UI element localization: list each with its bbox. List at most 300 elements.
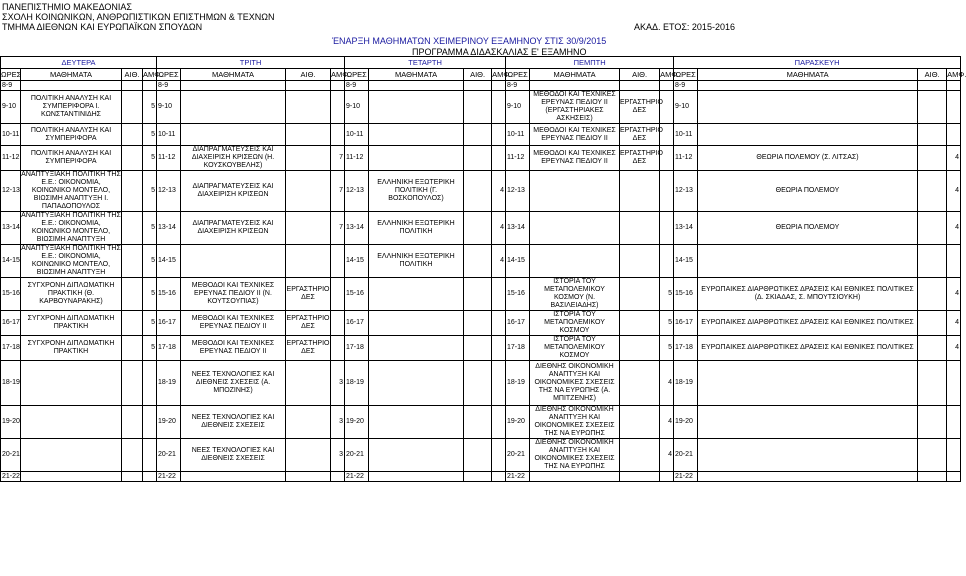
timetable-row (1, 124, 961, 146)
room-cell (918, 146, 947, 171)
amph-cell: 7 (331, 146, 345, 171)
room-cell (620, 361, 660, 406)
timetable-row (1, 472, 961, 482)
course-cell: ΑΝΑΠΤΥΞΙΑΚΗ ΠΟΛΙΤΙΚΗ ΤΗΣ Ε.Ε.: ΟΙΚΟΝΟΜΙΑ, ΚΟΙΝΩΝΙΚΟ ΜΟΝΤΕΛΟ, ΒΙΩΣΙΜΗ ΑΝΑΠΤΥΞΗ Ι. ΠΑΠΑΔΟΠΟΥΛΟΣ (21, 171, 121, 210)
amph-cell: 3 (331, 406, 345, 439)
course-cell: ΜΕΘΟΔΟΙ ΚΑΙ ΤΕΧΝΙΚΕΣ ΕΡΕΥΝΑΣ ΠΕΔΙΟΥ ΙΙ (181, 336, 286, 361)
course-cell: ΜΕΘΟΔΟΙ ΚΑΙ ΤΕΧΝΙΚΕΣ ΕΡΕΥΝΑΣ ΠΕΔΙΟΥ ΙΙ (530, 146, 620, 171)
hour-cell: 19-20 (157, 406, 181, 439)
col-header-hours: ΩΡΕΣ (507, 69, 528, 79)
col-header-hours: ΩΡΕΣ (158, 69, 179, 79)
day-header-thursday: ΠΕΜΠΤΗ (506, 57, 674, 69)
room-cell (122, 91, 143, 124)
course-cell: ΠΟΛΙΤΙΚΗ ΑΝΑΛΥΣΗ ΚΑΙ ΣΥΜΠΕΡΙΦΟΡΑ (21, 124, 122, 146)
course-cell: ΜΕΘΟΔΟΙ ΚΑΙ ΤΕΧΝΙΚΕΣ ΕΡΕΥΝΑΣ ΠΕΔΙΟΥ ΙΙ (Ν. ΚΟΥΤΣΟΥΠΙΑΣ) (181, 278, 286, 311)
room-cell (122, 361, 143, 406)
amph-cell: 5 (143, 146, 157, 171)
hour-cell: 9-10 (506, 91, 530, 124)
col-header-room: ΑΙΘ. (620, 69, 660, 81)
course-cell: ΜΕΘΟΔΟΙ ΚΑΙ ΤΕΧΝΙΚΕΣ ΕΡΕΥΝΑΣ ΠΕΔΙΟΥ ΙΙ (530, 124, 620, 146)
amph-cell (331, 472, 345, 482)
amph-cell (660, 81, 674, 91)
room-cell (464, 472, 492, 482)
hour-cell: 13-14 (345, 212, 369, 245)
room-cell (464, 171, 492, 212)
amph-cell: 5 (143, 91, 157, 124)
room-cell (286, 406, 331, 439)
amph-cell: 3 (331, 439, 345, 472)
hour-cell: 16-17 (1, 311, 21, 336)
amph-cell: 5 (143, 212, 157, 245)
course-cell (181, 472, 286, 482)
room-cell (918, 124, 947, 146)
course-cell (181, 124, 286, 146)
course-cell (369, 439, 464, 472)
hour-cell: 18-19 (157, 361, 181, 406)
room-cell (464, 212, 492, 245)
room-cell (286, 81, 331, 91)
amph-cell (143, 439, 157, 472)
course-cell: ΕΛΛΗΝΙΚΗ ΕΞΩΤΕΡΙΚΗ ΠΟΛΙΤΙΚΗ (Γ. ΒΟΣΚΟΠΟΥΛΟΣ) (369, 171, 464, 212)
course-cell: ΘΕΩΡΙΑ ΠΟΛΕΜΟΥ (698, 171, 918, 212)
hour-cell: 21-22 (157, 472, 181, 482)
course-cell (369, 124, 464, 146)
timetable-row (1, 212, 961, 245)
amph-cell (331, 81, 345, 91)
amph-cell: 4 (660, 406, 674, 439)
hour-cell: 16-17 (674, 311, 698, 336)
hour-cell: 14-15 (1, 245, 21, 278)
day-header-friday: ΠΑΡΑΣΚΕΥΗ (674, 57, 961, 69)
room-cell (464, 124, 492, 146)
col-header-amph: ΑΜΦ. (331, 69, 351, 79)
hour-cell: 21-22 (345, 472, 369, 482)
amph-cell (331, 124, 345, 146)
amph-cell: 4 (492, 245, 506, 278)
course-cell (21, 439, 122, 472)
room-cell (286, 361, 331, 406)
col-header-courses: ΜΑΘΗΜΑΤΑ (698, 69, 918, 81)
course-cell: ΕΥΡΩΠΑΙΚΕΣ ΔΙΑΡΘΡΩΤΙΚΕΣ ΔΡΑΣΕΙΣ ΚΑΙ ΕΘΝΙΚΕΣ ΠΟΛΙΤΙΚΕΣ (Δ. ΣΚΙΑΔΑΣ, Σ. ΜΠΟΥΤΣΙΟΥΚΗ) (698, 278, 918, 311)
room-cell: ΕΡΓΑΣΤΗΡΙΟ ΔΕΣ (286, 278, 331, 311)
hour-cell: 13-14 (1, 212, 21, 245)
hour-cell: 10-11 (157, 124, 181, 146)
course-cell: ΠΟΛΙΤΙΚΗ ΑΝΑΛΥΣΗ ΚΑΙ ΣΥΜΠΕΡΙΦΟΡΑ Ι. ΚΩΝΣΤΑΝΤΙΝΙΔΗΣ (21, 91, 122, 124)
room-cell (620, 336, 660, 361)
amph-cell: 3 (331, 361, 345, 406)
amph-cell (492, 311, 506, 336)
room-cell (464, 361, 492, 406)
timetable-row (1, 278, 961, 311)
hour-cell: 11-12 (345, 146, 369, 171)
room-cell (918, 171, 947, 212)
hour-cell: 15-16 (674, 278, 698, 311)
amph-cell: 5 (660, 278, 674, 311)
amph-cell: 4 (660, 361, 674, 406)
amph-cell: 4 (492, 171, 506, 212)
hour-cell: 13-14 (157, 212, 181, 245)
university-name: ΠΑΝΕΠΙΣΤΗΜΙΟ ΜΑΚΕΔΟΝΙΑΣ (2, 2, 132, 12)
timetable-row (1, 439, 961, 472)
amph-cell: 5 (660, 311, 674, 336)
course-cell: ΝΕΕΣ ΤΕΧΝΟΛΟΓΙΕΣ ΚΑΙ ΔΙΕΘΝΕΙΣ ΣΧΕΣΕΙΣ (Α. ΜΠΟΖΙΝΗΣ) (181, 361, 286, 406)
hour-cell: 13-14 (506, 212, 530, 245)
room-cell (122, 278, 143, 311)
room-cell (464, 278, 492, 311)
course-cell: ΔΙΕΘΝΗΣ ΟΙΚΟΝΟΜΙΚΗ ΑΝΑΠΤΥΞΗ ΚΑΙ ΟΙΚΟΝΟΜΙΚΕΣ ΣΧΕΣΕΙΣ ΤΗΣ ΝΑ ΕΥΡΩΠΗΣ (530, 439, 620, 472)
hour-cell: 16-17 (506, 311, 530, 336)
room-cell (286, 245, 331, 278)
academic-year: ΑΚΑΔ. ΕΤΟΣ: 2015-2016 (634, 22, 735, 32)
course-cell (369, 472, 464, 482)
room-cell (286, 124, 331, 146)
room-cell (620, 171, 660, 212)
room-cell (918, 91, 947, 124)
hour-cell: 8-9 (1, 81, 21, 91)
amph-cell: 4 (947, 212, 961, 245)
amph-cell (492, 336, 506, 361)
hour-cell: 16-17 (157, 311, 181, 336)
room-cell (918, 278, 947, 311)
col-header-courses: ΜΑΘΗΜΑΤΑ (21, 69, 122, 81)
room-cell (918, 81, 947, 91)
amph-cell (660, 171, 674, 212)
hour-cell: 20-21 (345, 439, 369, 472)
col-header-hours: ΩΡΕΣ (675, 69, 696, 79)
timetable-row (1, 245, 961, 278)
hour-cell: 21-22 (2, 472, 20, 480)
hour-cell: 17-18 (506, 336, 530, 361)
room-cell (620, 245, 660, 278)
hour-cell: 8-9 (674, 81, 698, 91)
department-name: ΤΜΗΜΑ ΔΙΕΘΝΩΝ ΚΑΙ ΕΥΡΩΠΑΪΚΩΝ ΣΠΟΥΔΩΝ (2, 22, 203, 32)
col-header-courses: ΜΑΘΗΜΑΤΑ (530, 69, 620, 81)
hour-cell: 18-19 (674, 361, 698, 406)
room-cell (464, 91, 492, 124)
hour-cell: 8-9 (345, 81, 369, 91)
timetable-body (0, 80, 961, 482)
amph-cell (492, 406, 506, 439)
hour-cell: 9-10 (345, 91, 369, 124)
room-cell (918, 311, 947, 336)
room-cell (620, 472, 660, 482)
course-cell (369, 146, 464, 171)
room-cell (918, 472, 947, 482)
course-cell: ΕΛΛΗΝΙΚΗ ΕΞΩΤΕΡΙΚΗ ΠΟΛΙΤΙΚΗ (369, 245, 464, 278)
col-header-room: ΑΙΘ. (918, 69, 947, 81)
course-cell (530, 245, 620, 278)
timetable-header (0, 56, 966, 81)
amph-cell (143, 81, 157, 91)
course-cell: ΣΥΓΧΡΟΝΗ ΔΙΠΛΩΜΑΤΙΚΗ ΠΡΑΚΤΙΚΗ (21, 336, 122, 361)
hour-cell: 10-11 (506, 124, 530, 146)
col-header-room: ΑΙΘ. (122, 69, 143, 81)
amph-cell (947, 124, 961, 146)
amph-cell: 5 (143, 336, 157, 361)
course-cell (21, 361, 122, 406)
col-header-amph: ΑΜΦ. (492, 69, 512, 79)
hour-cell: 19-20 (1, 406, 21, 439)
course-cell (530, 81, 620, 91)
amph-cell (331, 245, 345, 278)
amph-cell (492, 124, 506, 146)
room-cell (464, 81, 492, 91)
room-cell (464, 146, 492, 171)
course-cell: ΔΙΕΘΝΗΣ ΟΙΚΟΝΟΜΙΚΗ ΑΝΑΠΤΥΞΗ ΚΑΙ ΟΙΚΟΝΟΜΙΚΕΣ ΣΧΕΣΕΙΣ ΤΗΣ ΝΑ ΕΥΡΩΠΗΣ (Α. ΜΠΙΤΖΕΝΗΣ) (530, 361, 620, 406)
course-cell: ΔΙΕΘΝΗΣ ΟΙΚΟΝΟΜΙΚΗ ΑΝΑΠΤΥΞΗ ΚΑΙ ΟΙΚΟΝΟΜΙΚΕΣ ΣΧΕΣΕΙΣ ΤΗΣ ΝΑ ΕΥΡΩΠΗΣ (530, 406, 620, 439)
hour-cell: 17-18 (345, 336, 369, 361)
amph-cell: 5 (143, 124, 157, 146)
room-cell (620, 439, 660, 472)
hour-cell: 11-12 (506, 146, 530, 171)
room-cell: ΕΡΓΑΣΤΗΡΙΟ ΔΕΣ (620, 146, 660, 171)
hour-cell: 20-21 (1, 439, 21, 472)
col-header-room: ΑΙΘ. (286, 69, 331, 81)
course-cell (369, 311, 464, 336)
hour-cell: 8-9 (157, 81, 181, 91)
hour-cell: 20-21 (506, 439, 530, 472)
room-cell (464, 406, 492, 439)
hour-cell: 12-13 (1, 171, 21, 212)
course-cell (369, 406, 464, 439)
course-cell (181, 81, 286, 91)
col-header-hours: ΩΡΕΣ (1, 69, 22, 79)
col-header-room: ΑΙΘ. (464, 69, 492, 81)
room-cell (620, 278, 660, 311)
room-cell (620, 406, 660, 439)
course-cell (369, 336, 464, 361)
course-cell (530, 212, 620, 245)
amph-cell (492, 361, 506, 406)
room-cell (122, 212, 143, 245)
amph-cell (660, 472, 674, 482)
amph-cell (947, 439, 961, 472)
amph-cell: 4 (947, 278, 961, 311)
course-cell (698, 439, 918, 472)
room-cell (918, 439, 947, 472)
course-cell: ΙΣΤΟΡΙΑ ΤΟΥ ΜΕΤΑΠΟΛΕΜΙΚΟΥ ΚΟΣΜΟΥ (530, 336, 620, 361)
amph-cell (492, 472, 506, 482)
amph-cell (947, 361, 961, 406)
amph-cell: 4 (492, 212, 506, 245)
course-cell: ΔΙΑΠΡΑΓΜΑΤΕΥΣΕΙΣ ΚΑΙ ΔΙΑΧΕΙΡΙΣΗ ΚΡΙΣΕΩΝ (181, 171, 286, 212)
course-cell: ΔΙΑΠΡΑΓΜΑΤΕΥΣΕΙΣ ΚΑΙ ΔΙΑΧΕΙΡΙΣΗ ΚΡΙΣΕΩΝ (Η. ΚΟΥΣΚΟΥΒΕΛΗΣ) (181, 146, 286, 171)
hour-cell: 11-12 (1, 146, 21, 171)
day-header-tuesday: ΤΡΙΤΗ (157, 57, 345, 69)
course-cell (698, 91, 918, 124)
amph-cell (331, 311, 345, 336)
room-cell (464, 311, 492, 336)
hour-cell: 14-15 (506, 245, 530, 278)
room-cell (122, 311, 143, 336)
timetable-row (1, 81, 961, 91)
course-cell (698, 472, 918, 482)
room-cell (122, 146, 143, 171)
room-cell (122, 336, 143, 361)
amph-cell: 5 (143, 245, 157, 278)
hour-cell: 12-13 (674, 171, 698, 212)
semester-start-notice: ΈΝΑΡΞΗ ΜΑΘΗΜΑΤΩΝ ΧΕΙΜΕΡΙΝΟΥ ΕΞΑΜΗΝΟΥ ΣΤΙΣ 30/9/2015 (332, 36, 607, 46)
course-cell: ΜΕΘΟΔΟΙ ΚΑΙ ΤΕΧΝΙΚΕΣ ΕΡΕΥΝΑΣ ΠΕΔΙΟΥ ΙΙ (ΕΡΓΑΣΤΗΡΙΑΚΕΣ ΑΣΚΗΣΕΙΣ) (530, 91, 620, 124)
hour-cell: 17-18 (674, 336, 698, 361)
course-cell (21, 81, 122, 91)
timetable-row (1, 406, 961, 439)
amph-cell: 7 (331, 171, 345, 212)
amph-cell: 5 (660, 336, 674, 361)
room-cell (122, 81, 143, 91)
hour-cell: 19-20 (674, 406, 698, 439)
hour-cell: 18-19 (1, 361, 21, 406)
course-cell: ΘΕΩΡΙΑ ΠΟΛΕΜΟΥ (Σ. ΛΙΤΣΑΣ) (698, 146, 918, 171)
amph-cell: 5 (143, 311, 157, 336)
course-cell (530, 171, 620, 212)
course-cell: ΝΕΕΣ ΤΕΧΝΟΛΟΓΙΕΣ ΚΑΙ ΔΙΕΘΝΕΙΣ ΣΧΕΣΕΙΣ (181, 439, 286, 472)
amph-cell (331, 278, 345, 311)
hour-cell: 12-13 (506, 171, 530, 212)
hour-cell: 21-22 (674, 472, 698, 482)
hour-cell: 18-19 (506, 361, 530, 406)
course-cell: ΕΥΡΩΠΑΙΚΕΣ ΔΙΑΡΘΡΩΤΙΚΕΣ ΔΡΑΣΕΙΣ ΚΑΙ ΕΘΝΙΚΕΣ ΠΟΛΙΤΙΚΕΣ (698, 311, 918, 336)
room-cell (918, 406, 947, 439)
course-cell (181, 245, 286, 278)
room-cell (918, 212, 947, 245)
course-cell: ΑΝΑΠΤΥΞΙΑΚΗ ΠΟΛΙΤΙΚΗ ΤΗΣ Ε.Ε.: ΟΙΚΟΝΟΜΙΑ, ΚΟΙΝΩΝΙΚΟ ΜΟΝΤΕΛΟ, ΒΙΩΣΙΜΗ ΑΝΑΠΤΥΞΗ (21, 212, 121, 243)
day-header-monday: ΔΕΥΤΕΡΑ (1, 57, 157, 69)
hour-cell: 16-17 (345, 311, 369, 336)
amph-cell (492, 91, 506, 124)
hour-cell: 20-21 (674, 439, 698, 472)
amph-cell (660, 91, 674, 124)
room-cell (464, 439, 492, 472)
hour-cell: 15-16 (345, 278, 369, 311)
hour-cell: 18-19 (345, 361, 369, 406)
room-cell (286, 439, 331, 472)
room-cell (286, 171, 331, 212)
school-name: ΣΧΟΛΗ ΚΟΙΝΩΝΙΚΩΝ, ΑΝΘΡΩΠΙΣΤΙΚΩΝ ΕΠΙΣΤΗΜΩΝ & ΤΕΧΝΩΝ (2, 12, 275, 22)
course-cell (698, 245, 918, 278)
room-cell (122, 406, 143, 439)
amph-cell (143, 472, 157, 482)
course-cell (369, 91, 464, 124)
course-cell (369, 278, 464, 311)
timetable-row (1, 91, 961, 124)
course-cell (21, 472, 122, 482)
hour-cell: 15-16 (1, 278, 21, 311)
program-title: ΠΡΟΓΡΑΜΜΑ ΔΙΔΑΣΚΑΛΙΑΣ Ε' ΕΞΑΜΗΝΟ (412, 47, 587, 57)
room-cell (122, 124, 143, 146)
room-cell (286, 146, 331, 171)
hour-cell: 14-15 (345, 245, 369, 278)
room-cell (620, 212, 660, 245)
course-cell (369, 361, 464, 406)
col-header-courses: ΜΑΘΗΜΑΤΑ (181, 69, 286, 81)
amph-cell (331, 336, 345, 361)
amph-cell (947, 81, 961, 91)
room-cell (918, 245, 947, 278)
amph-cell (143, 406, 157, 439)
hour-cell: 9-10 (1, 91, 21, 124)
hour-cell: 19-20 (345, 406, 369, 439)
hour-cell: 19-20 (506, 406, 530, 439)
timetable-row (1, 361, 961, 406)
course-cell (698, 361, 918, 406)
course-cell: ΙΣΤΟΡΙΑ ΤΟΥ ΜΕΤΑΠΟΛΕΜΙΚΟΥ ΚΟΣΜΟΥ (Ν. ΒΑΣΙΛΕΙΑΔΗΣ) (530, 278, 620, 311)
room-cell: ΕΡΓΑΣΤΗΡΙΟ ΔΕΣ (286, 336, 331, 361)
amph-cell (660, 245, 674, 278)
course-cell: ΝΕΕΣ ΤΕΧΝΟΛΟΓΙΕΣ ΚΑΙ ΔΙΕΘΝΕΙΣ ΣΧΕΣΕΙΣ (181, 406, 286, 439)
amph-cell: 5 (143, 278, 157, 311)
amph-cell (947, 245, 961, 278)
hour-cell: 14-15 (674, 245, 698, 278)
amph-cell (492, 81, 506, 91)
room-cell (620, 81, 660, 91)
col-header-amph: ΑΜΦ. (143, 69, 163, 79)
hour-cell: 15-16 (157, 278, 181, 311)
hour-cell: 11-12 (674, 146, 698, 171)
amph-cell (947, 406, 961, 439)
course-cell: ΙΣΤΟΡΙΑ ΤΟΥ ΜΕΤΑΠΟΛΕΜΙΚΟΥ ΚΟΣΜΟΥ (530, 311, 620, 336)
room-cell: ΕΡΓΑΣΤΗΡΙΟ ΔΕΣ (286, 311, 331, 336)
amph-cell (660, 212, 674, 245)
hour-cell: 10-11 (1, 124, 21, 146)
room-cell (918, 336, 947, 361)
hour-cell: 21-22 (506, 472, 530, 482)
course-cell: ΜΕΘΟΔΟΙ ΚΑΙ ΤΕΧΝΙΚΕΣ ΕΡΕΥΝΑΣ ΠΕΔΙΟΥ ΙΙ (181, 311, 286, 336)
hour-cell: 14-15 (157, 245, 181, 278)
hour-cell: 13-14 (674, 212, 698, 245)
course-cell: ΕΥΡΩΠΑΙΚΕΣ ΔΙΑΡΘΡΩΤΙΚΕΣ ΔΡΑΣΕΙΣ ΚΑΙ ΕΘΝΙΚΕΣ ΠΟΛΙΤΙΚΕΣ (698, 336, 918, 361)
amph-cell (492, 278, 506, 311)
amph-cell: 4 (660, 439, 674, 472)
amph-cell: 4 (947, 171, 961, 212)
room-cell (918, 361, 947, 406)
hour-cell: 17-18 (1, 336, 21, 361)
timetable-row (1, 336, 961, 361)
timetable-row (1, 311, 961, 336)
hour-cell: 11-12 (157, 146, 181, 171)
hour-cell: 9-10 (157, 91, 181, 124)
room-cell: ΕΡΓΑΣΤΗΡΙΟ ΔΕΣ (620, 124, 660, 146)
amph-cell (143, 361, 157, 406)
room-cell (464, 336, 492, 361)
amph-cell (492, 439, 506, 472)
course-cell: ΕΛΛΗΝΙΚΗ ΕΞΩΤΕΡΙΚΗ ΠΟΛΙΤΙΚΗ (369, 212, 464, 245)
course-cell: ΣΥΓΧΡΟΝΗ ΔΙΠΛΩΜΑΤΙΚΗ ΠΡΑΚΤΙΚΗ (21, 311, 122, 336)
col-header-hours: ΩΡΕΣ (346, 69, 367, 79)
hour-cell: 15-16 (506, 278, 530, 311)
timetable-row (1, 146, 961, 171)
room-cell (122, 245, 143, 278)
hour-cell: 20-21 (157, 439, 181, 472)
course-cell: ΔΙΑΠΡΑΓΜΑΤΕΥΣΕΙΣ ΚΑΙ ΔΙΑΧΕΙΡΙΣΗ ΚΡΙΣΕΩΝ (181, 212, 286, 245)
hour-cell: 12-13 (345, 171, 369, 212)
course-cell (698, 124, 918, 146)
amph-cell (331, 91, 345, 124)
course-cell (369, 81, 464, 91)
hour-cell: 12-13 (157, 171, 181, 212)
amph-cell (947, 472, 961, 482)
amph-cell (947, 91, 961, 124)
col-header-courses: ΜΑΘΗΜΑΤΑ (369, 69, 464, 81)
day-header-wednesday: ΤΕΤΑΡΤΗ (345, 57, 506, 69)
col-header-amph: ΑΜΦ. (660, 69, 680, 79)
amph-cell: 5 (143, 171, 157, 212)
room-cell (286, 472, 331, 482)
room-cell (286, 212, 331, 245)
course-cell (698, 406, 918, 439)
course-cell (181, 91, 286, 124)
hour-cell: 8-9 (506, 81, 530, 91)
